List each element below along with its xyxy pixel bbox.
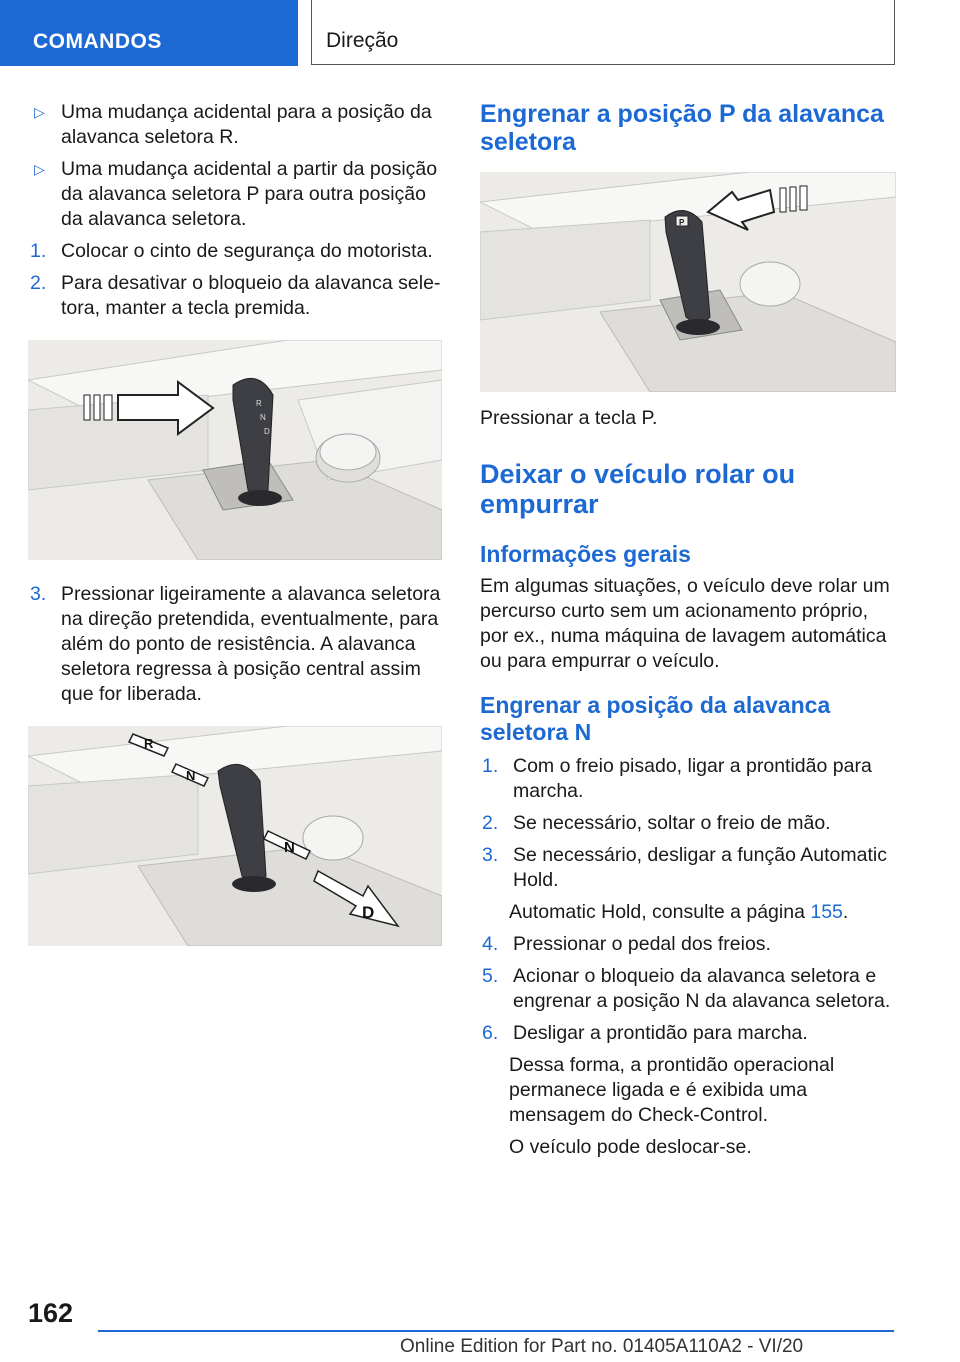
bullet-item: ▷ Uma mudança acidental para a posição da alavanca seletora R. bbox=[28, 100, 442, 150]
step-item: 4. Pressionar o pedal dos freios. bbox=[482, 933, 771, 955]
arrow-label-d: D bbox=[362, 903, 375, 922]
p-button-figure bbox=[480, 172, 896, 392]
step-item: 1. Colocar o cinto de segurança do motorista. bbox=[30, 240, 433, 262]
gear-lever-positions-figure bbox=[28, 726, 442, 946]
step-item: 3. Se necessário, desligar a função Automatic Hold. bbox=[482, 844, 887, 891]
step-item: 5. Acionar o bloqueio da alavanca seletora e engrenar a posição N da alavanca seletora. bbox=[482, 965, 891, 1012]
general-info-text: Em algumas situações, o veículo deve rolar um percurso curto sem um acionamento próprio, por ex., numa máquina de lavagem automática ou para empurrar o veículo. bbox=[480, 575, 890, 672]
chapter-title: Direção bbox=[311, 0, 895, 65]
lever-label-r: R bbox=[256, 399, 262, 408]
footer-edition: Online Edition for Part no. 01405A110A2 - VI/20 bbox=[400, 1336, 804, 1357]
lever-label-n: N bbox=[260, 413, 266, 422]
lever-label-d: D bbox=[264, 427, 270, 436]
section-tab[interactable]: COMANDOS bbox=[0, 0, 298, 66]
footer-divider bbox=[98, 1330, 894, 1332]
arrow-label-r: R bbox=[144, 736, 154, 751]
heading-roll-push: Deixar o veículo rolar ou empurrar bbox=[480, 459, 796, 519]
bullet-item: ▷ Uma mudança acidental a partir da posição da alavanca seletora P para outra posição da alavanca seletora. bbox=[28, 157, 442, 232]
page-header bbox=[0, 0, 960, 66]
gear-lever-illustration-icon bbox=[28, 726, 442, 946]
triangle-bullet-icon: ▷ bbox=[34, 104, 45, 120]
caption-p: Pressionar a tecla P. bbox=[480, 407, 658, 429]
key-label-p: P bbox=[679, 218, 685, 227]
left-column bbox=[28, 100, 442, 968]
gear-lever-unlock-figure bbox=[28, 340, 442, 560]
triangle-bullet-icon: ▷ bbox=[34, 161, 45, 177]
step-note: O veículo pode deslocar-se. bbox=[509, 1136, 752, 1158]
step-item: 2. Para desativar o bloqueio da alavanca seletora, manter a tecla premida. bbox=[30, 272, 441, 319]
heading-engage-n: Engrenar a posição da alavanca seletora N bbox=[480, 692, 831, 745]
step-note: Automatic Hold, consulte a página 155. bbox=[509, 901, 849, 923]
right-column bbox=[480, 100, 896, 1167]
arrow-label-n-upper: N bbox=[186, 768, 196, 783]
gear-lever-illustration-icon bbox=[480, 172, 896, 392]
step-item: 1. Com o freio pisado, ligar a prontidão para marcha. bbox=[482, 755, 872, 802]
page-reference-link[interactable]: 155 bbox=[810, 901, 843, 923]
page-number: 162 bbox=[28, 1298, 74, 1328]
gear-lever-illustration-icon bbox=[28, 340, 442, 560]
heading-general-info: Informações gerais bbox=[480, 541, 691, 567]
step-item: 3. Pressionar ligeiramente a alavanca seletora na direção pretendida, eventualmente, para além do ponto de resistência. A alavanca seletora regressa à posição central assim que for liberada. bbox=[30, 583, 441, 705]
step-item: 6. Desligar a prontidão para marcha. bbox=[482, 1022, 808, 1044]
step-item: 2. Se necessário, soltar o freio de mão. bbox=[482, 812, 831, 834]
step-note: Dessa forma, a prontidão operacional permanece ligada e é exibida uma mensagem do Check-Control. bbox=[509, 1054, 835, 1126]
heading-engage-p: Engrenar a posição P da alavanca seletora bbox=[480, 100, 884, 156]
arrow-label-n-lower: N bbox=[284, 839, 295, 856]
